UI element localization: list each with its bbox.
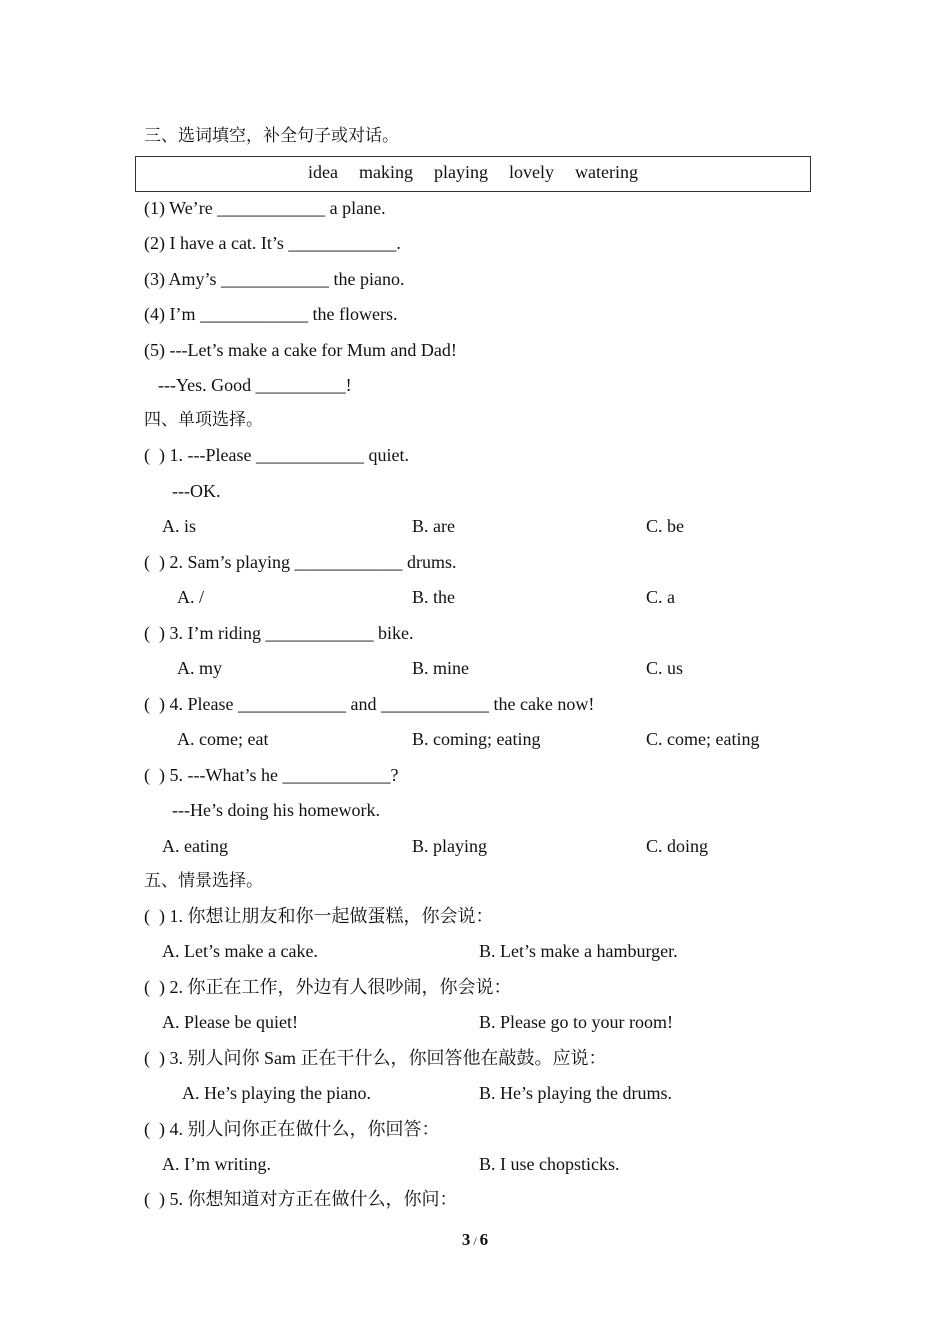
s4-q5-option-a: A. eating [162,836,228,856]
s4-question-5: ( ) 5. ---What’s he ____________? [144,765,399,785]
s4-question-5-reply: ---He’s doing his homework. [172,800,380,820]
s4-q3-option-c: C. us [646,658,684,678]
word-bank: idea making playing lovely watering [308,162,638,182]
s5-q2-option-b: B. Please go to your room! [479,1012,673,1032]
s5-q2-option-a: A. Please be quiet! [162,1012,298,1032]
s4-question-1: ( ) 1. ---Please ____________ quiet. [144,445,409,465]
page-total: 6 [479,1230,489,1249]
s5-question-2: ( ) 2. 你正在工作，外边有人很吵闹，你会说： [144,977,512,997]
s5-q3-option-a: A. He’s playing the piano. [182,1083,371,1103]
s4-q4-option-a: A. come; eat [177,729,269,749]
s4-q4-option-c: C. come; eating [646,729,760,749]
section-4-title: 四、单项选择。 [144,410,263,429]
s4-q1-option-b: B. are [412,516,455,536]
s3-item-2: (2) I have a cat. It’s ____________. [144,233,401,253]
section-5-title: 五、情景选择。 [144,871,263,890]
s5-question-5: ( ) 5. 你想知道对方正在做什么，你问： [144,1189,458,1209]
page-current: 3 [461,1230,471,1249]
s5-q1-option-a: A. Let’s make a cake. [162,941,318,961]
s3-item-5-reply: ---Yes. Good __________! [158,375,352,395]
s5-q1-option-b: B. Let’s make a hamburger. [479,941,678,961]
s4-question-2: ( ) 2. Sam’s playing ____________ drums. [144,552,457,572]
s4-q1-option-a: A. is [162,516,197,536]
s4-q5-option-b: B. playing [412,836,487,856]
s4-q5-option-c: C. doing [646,836,709,856]
s5-q3-option-b: B. He’s playing the drums. [479,1083,672,1103]
s4-q4-option-b: B. coming; eating [412,729,541,749]
s5-question-4: ( ) 4. 别人问你正在做什么，你回答： [144,1119,440,1139]
s4-q1-option-c: C. be [646,516,684,536]
s5-question-3: ( ) 3. 别人问你 Sam 正在干什么，你回答他在敲鼓。应说： [144,1048,607,1068]
s4-question-1-reply: ---OK. [172,481,221,501]
s4-q2-option-a: A. / [177,587,204,607]
page-number [0,1228,950,1253]
s5-question-1: ( ) 1. 你想让朋友和你一起做蛋糕，你会说： [144,906,494,926]
page-separator: / [473,1234,477,1248]
s3-item-4: (4) I’m ____________ the flowers. [144,304,398,324]
s5-q4-option-b: B. I use chopsticks. [479,1154,620,1174]
word-bank-box [135,156,811,192]
s4-question-4: ( ) 4. Please ____________ and ____________ the cake now! [144,694,595,714]
s4-q3-option-a: A. my [177,658,222,678]
s5-q4-option-a: A. I’m writing. [162,1154,271,1174]
s3-item-3: (3) Amy’s ____________ the piano. [144,269,405,289]
s4-q2-option-c: C. a [646,587,675,607]
s4-question-3: ( ) 3. I’m riding ____________ bike. [144,623,414,643]
s4-q2-option-b: B. the [412,587,455,607]
s3-item-1: (1) We’re ____________ a plane. [144,198,386,218]
section-3-title: 三、选词填空，补全句子或对话。 [144,126,399,145]
s4-q3-option-b: B. mine [412,658,469,678]
s3-item-5: (5) ---Let’s make a cake for Mum and Dad! [144,340,457,360]
